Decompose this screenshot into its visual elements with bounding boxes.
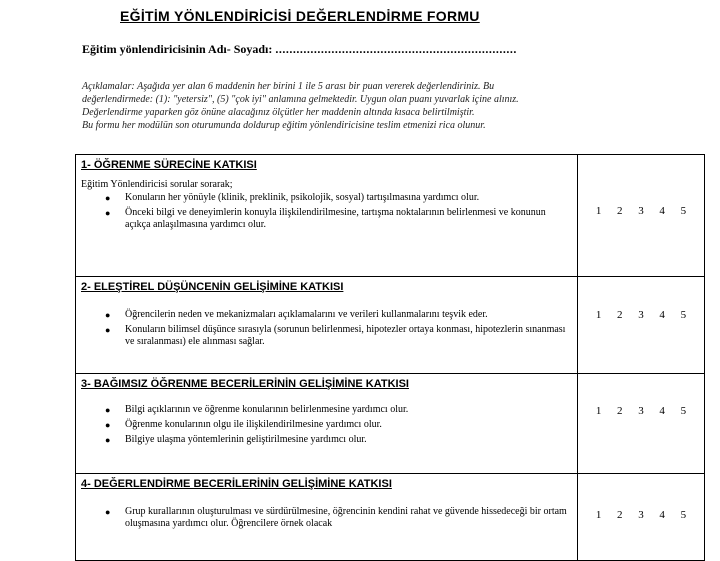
- rating-scale: [578, 205, 704, 217]
- rating-option[interactable]: 2: [617, 509, 623, 521]
- rating-option[interactable]: 5: [680, 205, 687, 217]
- criteria-text: Öğrenme konularının olgu ile ilişkilendirilmesine yardımcı olur.: [125, 419, 382, 430]
- section-title: 1- ÖĞRENME SÜRECİNE KATKISI: [81, 159, 257, 171]
- criteria-list: [81, 506, 573, 530]
- section-content: [76, 474, 578, 561]
- bullet-icon: ●: [105, 310, 111, 320]
- rating-option[interactable]: 3: [638, 205, 644, 217]
- criteria-text: Bilgiye ulaşma yöntemlerinin geliştirilmesine yardımcı olur.: [125, 434, 367, 445]
- section-title: 3- BAĞIMSIZ ÖĞRENME BECERİLERİNİN GELİŞİMİNE KATKISI: [81, 378, 409, 390]
- rating-scale: [578, 509, 704, 521]
- section-row: [76, 277, 705, 374]
- criteria-item: [81, 192, 573, 204]
- instruction-line: Bu formu her modülün son oturumunda doldurup eğitim yönlendiricisine teslim etmenizi rica olunur.: [82, 120, 486, 131]
- bullet-icon: ●: [105, 208, 111, 218]
- rating-scale-cell: [578, 277, 705, 374]
- criteria-item: [81, 506, 573, 530]
- bullet-icon: ●: [105, 420, 111, 430]
- section-content: [76, 277, 578, 374]
- section-intro: Eğitim Yönlendiricisi sorular sorarak;: [81, 179, 233, 190]
- evaluation-table: [75, 154, 705, 561]
- criteria-text: Grup kurallarının oluşturulması ve sürdürülmesine, öğrencinin kendini rahat ve güvende hissedeceği bir ortam oluşmasına yardımcı olur. Öğrencilere örnek olacak: [125, 506, 567, 529]
- criteria-item: [81, 207, 573, 231]
- rating-scale-cell: [578, 374, 705, 474]
- rating-scale-cell: [578, 155, 705, 277]
- criteria-item: [81, 309, 573, 321]
- rating-scale: [578, 405, 704, 417]
- rating-option[interactable]: 5: [680, 509, 687, 521]
- instructions: [82, 80, 642, 132]
- bullet-icon: ●: [105, 435, 111, 445]
- section-content: [76, 155, 578, 277]
- section-row: [76, 474, 705, 561]
- criteria-text: Önceki bilgi ve deneyimlerin konuyla ilişkilendirilmesine, tartışma noktalarının belirlenmesi ve konunun açıkça anlaşılmasına yardımcı olur.: [125, 207, 546, 230]
- criteria-item: [81, 404, 573, 416]
- rating-option[interactable]: 4: [659, 309, 665, 321]
- facilitator-name-label: Eğitim yönlendiricisinin Adı- Soyadı:: [82, 42, 273, 56]
- section-title: 2- ELEŞTİREL DÜŞÜNCENİN GELİŞİMİNE KATKISI: [81, 281, 344, 293]
- bullet-icon: ●: [105, 405, 111, 415]
- rating-option[interactable]: 2: [617, 309, 623, 321]
- rating-option[interactable]: 2: [617, 205, 623, 217]
- bullet-icon: ●: [105, 193, 111, 203]
- instruction-line: Değerlendirme yaparken göz önüne alacağınız ölçütler her maddenin altında kısaca belirtilmiştir.: [82, 107, 475, 118]
- criteria-list: [81, 192, 573, 231]
- rating-option[interactable]: 2: [617, 405, 623, 417]
- criteria-item: [81, 434, 573, 446]
- rating-scale-cell: [578, 474, 705, 561]
- rating-option[interactable]: 1: [595, 205, 602, 217]
- rating-option[interactable]: 4: [659, 205, 665, 217]
- criteria-text: Bilgi açıklarının ve öğrenme konularının belirlenmesine yardımcı olur.: [125, 404, 409, 415]
- rating-option[interactable]: 3: [638, 309, 644, 321]
- bullet-icon: ●: [105, 325, 111, 335]
- criteria-text: Konuların bilimsel düşünce sırasıyla (sorunun belirlenmesi, hipotezler ortaya konması, hipotezlerin sınanması ve sıralanması) ele alınması sağlar.: [125, 324, 566, 347]
- facilitator-name-blank: .....................................................................: [275, 42, 517, 56]
- rating-option[interactable]: 3: [638, 509, 644, 521]
- criteria-list: [81, 404, 573, 446]
- criteria-item: [81, 419, 573, 431]
- facilitator-name-line: [82, 42, 642, 57]
- bullet-icon: ●: [105, 507, 111, 517]
- rating-option[interactable]: 1: [595, 405, 602, 417]
- rating-option[interactable]: 3: [638, 405, 644, 417]
- rating-option[interactable]: 1: [595, 309, 602, 321]
- rating-option[interactable]: 5: [680, 405, 687, 417]
- rating-option[interactable]: 5: [680, 309, 687, 321]
- rating-scale: [578, 309, 704, 321]
- instruction-line: değerlendirmede: (1): "yetersiz", (5) "çok iyi" anlamına gelmektedir. Uygun olan puanı yuvarlak içine alınız.: [82, 94, 519, 105]
- rating-option[interactable]: 4: [659, 405, 665, 417]
- section-content: [76, 374, 578, 474]
- criteria-item: [81, 324, 573, 348]
- criteria-text: Öğrencilerin neden ve mekanizmaları açıklamalarını ve verileri kullanmalarını teşvik eder.: [125, 309, 488, 320]
- criteria-text: Konuların her yönüyle (klinik, preklinik, psikolojik, sosyal) tartışılmasına yardımcı olur.: [125, 192, 480, 203]
- rating-option[interactable]: 4: [659, 509, 665, 521]
- rating-option[interactable]: 1: [595, 509, 602, 521]
- criteria-list: [81, 309, 573, 348]
- section-row: [76, 155, 705, 277]
- instruction-line: Açıklamalar: Aşağıda yer alan 6 maddenin her birini 1 ile 5 arası bir puan vererek değerlendiriniz. Bu: [82, 81, 495, 92]
- section-row: [76, 374, 705, 474]
- section-title: 4- DEĞERLENDİRME BECERİLERİNİN GELİŞİMİNE KATKISI: [81, 478, 392, 490]
- form-title: EĞİTİM YÖNLENDİRİCİSİ DEĞERLENDİRME FORMU: [120, 8, 480, 24]
